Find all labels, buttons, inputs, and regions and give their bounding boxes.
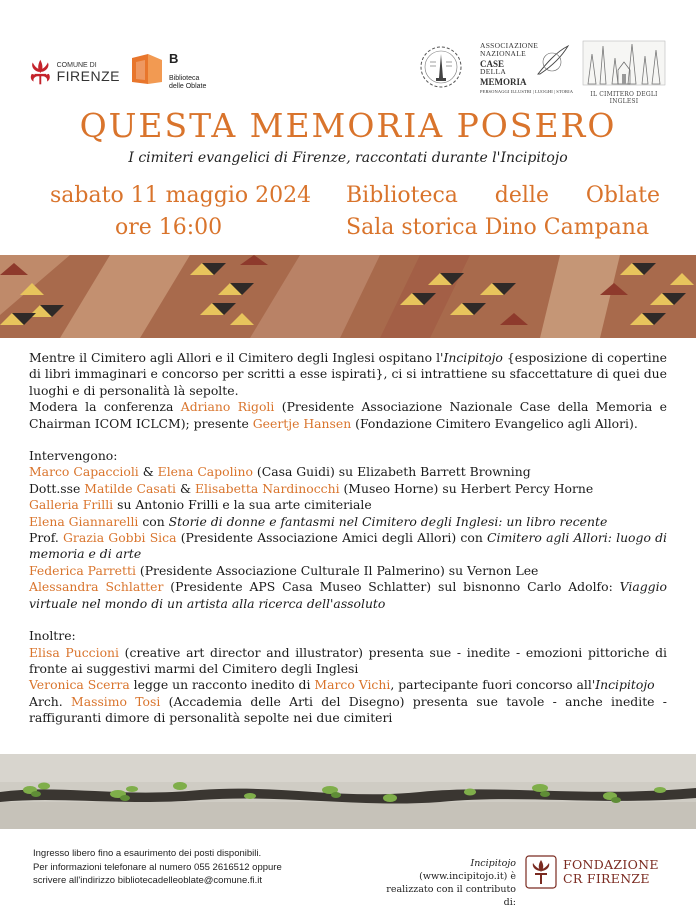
speaker-item: Elena Giannarelli con Storie di donne e fantasmi nel Cimitero degli Inglesi: un libro recente [29,513,608,529]
credit-url: (www.incipitojo.it) è [419,871,516,882]
cimitero-inglesi-logo [582,40,666,105]
speaker-item: Federica Parretti (Presidente Associazione Culturale Il Palmerino) su Vernon Lee [29,562,539,578]
event-venue [346,183,660,208]
moderation-paragraph: Modera la conferenza Adriano Rigoli (Presidente Associazione Nazionale Case della Memoria e Chairman ICOM ICLCM); presente Geertje Hansen (Fondazione Cimitero Evangelico agli Allori). [29,399,667,431]
firenze-logo-line2: FIRENZE [56,67,120,84]
case-logo-line3: CASE [480,58,505,69]
cr-firenze-emblem-icon [524,854,558,890]
guest-name: Geertje Hansen [252,415,352,431]
case-della-memoria-logo [480,42,580,98]
venue-word-2: delle [494,183,549,208]
comune-di-firenze-logo [28,55,120,89]
biblioteca-oblate-logo [130,52,210,92]
case-logo-line6: PERSONAGGI ILLUSTRI | LUOGHI | STORIA [480,88,574,94]
stone-weeds-photo-banner [0,754,696,829]
moderator-name: Adriano Rigoli [180,399,275,415]
case-logo-line2: NAZIONALE [480,48,527,58]
fondazione-cr-firenze-logo [524,852,664,892]
venue-word-3: Oblate [585,183,660,208]
cimitero-logo-caption: IL CIMITERO DEGLI INGLESI [590,91,658,105]
speaker-item: Prof. Grazia Gobbi Sica (Presidente Associazione Amici degli Allori) con Cimitero agli Allori: luogo di memoria e di arte [29,530,668,562]
speakers-heading: Intervengono: [29,448,118,464]
footer-credit [380,857,516,909]
event-time: ore 16:00 [115,215,223,240]
speaker-item: Dott.sse Matilde Casati & Elisabetta Nardinocchi (Museo Horne) su Herbert Percy Horne [29,480,594,496]
firenze-logo-line1: COMUNE DI [56,61,97,69]
venue-word-1: Biblioteca [346,183,458,208]
credit-sponsor-text: realizzato con il contributo di: [386,884,516,908]
intro-paragraph: Mentre il Cimitero agli Allori e il Cimitero degli Inglesi ospitano l'Incipitojo {esposizione di copertine di libri immaginari e concorso per scritti a esse ispirati}, ci si intrattiene su sfaccettature di quei due luoghi e di personalità là sepolte. [29,350,668,398]
footer-line-1: Ingresso libero fino a esaurimento dei posti disponibili. [33,848,262,859]
case-logo-line1: ASSOCIAZIONE [480,41,539,50]
oblate-logo-line2: delle Oblate [169,82,207,90]
event-room: Sala storica Dino Campana [346,215,650,240]
laurel-wreath-icon [412,42,470,94]
others-heading: Inoltre: [29,628,76,644]
oblate-book-icon [130,52,164,86]
program-text [29,350,667,727]
fondazione-wreath-logo [412,42,470,94]
quill-icon [532,44,572,78]
cr-logo-line2: CR FIRENZE [563,871,650,886]
speaker-item: Galleria Frilli su Antonio Frilli e la sua arte cimiteriale [29,497,372,513]
footer-line-3: scrivere all'indirizzo bibliotecadelleoblate@comune.fi.it [33,875,263,886]
case-logo-line5: MEMORIA [480,77,527,88]
event-date: sabato 11 maggio 2024 [50,183,312,208]
oblate-logo-letter: B [169,51,179,66]
event-title: QUESTA MEMORIA POSERO [79,106,617,145]
footer-info [33,847,282,888]
footer-line-2: Per informazioni telefonare al numero 055 2616512 oppure [33,861,282,873]
event-subtitle: I cimiteri evangelici di Firenze, raccontati durante l'Incipitojo [128,150,568,166]
other-item: Veronica Scerra legge un racconto inedito di Marco Vichi, partecipante fuori concorso all'Incipitojo [29,677,655,693]
cemetery-sketch-icon [582,40,666,86]
mosaic-photo-banner [0,255,696,338]
oblate-logo-line1: Biblioteca [169,74,200,82]
other-item: Elisa Puccioni (creative art director and illustrator) presenta sue - inedite - emozioni pittoriche di fronte ai suggestivi marmi del Cimitero degli Inglesi [29,644,668,676]
florence-lily-icon [28,57,53,87]
speaker-item: Marco Capaccioli & Elena Capolino (Casa Guidi) su Elizabeth Barrett Browning [29,464,531,480]
credit-incipitojo: Incipitojo [470,858,516,869]
other-item: Arch. Massimo Tosi (Accademia delle Arti del Disegno) presenta sue tavole - anche inedite - raffiguranti dimore di personalità sepolte nei due cimiteri [29,693,667,726]
cr-logo-line1: FONDAZIONE [563,857,659,872]
case-logo-line4: DELLA [480,67,507,77]
speaker-item: Alessandra Schlatter (Presidente APS Casa Museo Schlatter) sul bisnonno Carlo Adolfo: Viaggio virtuale nel mondo di un artista alla ricerca dell'assoluto [29,579,667,611]
